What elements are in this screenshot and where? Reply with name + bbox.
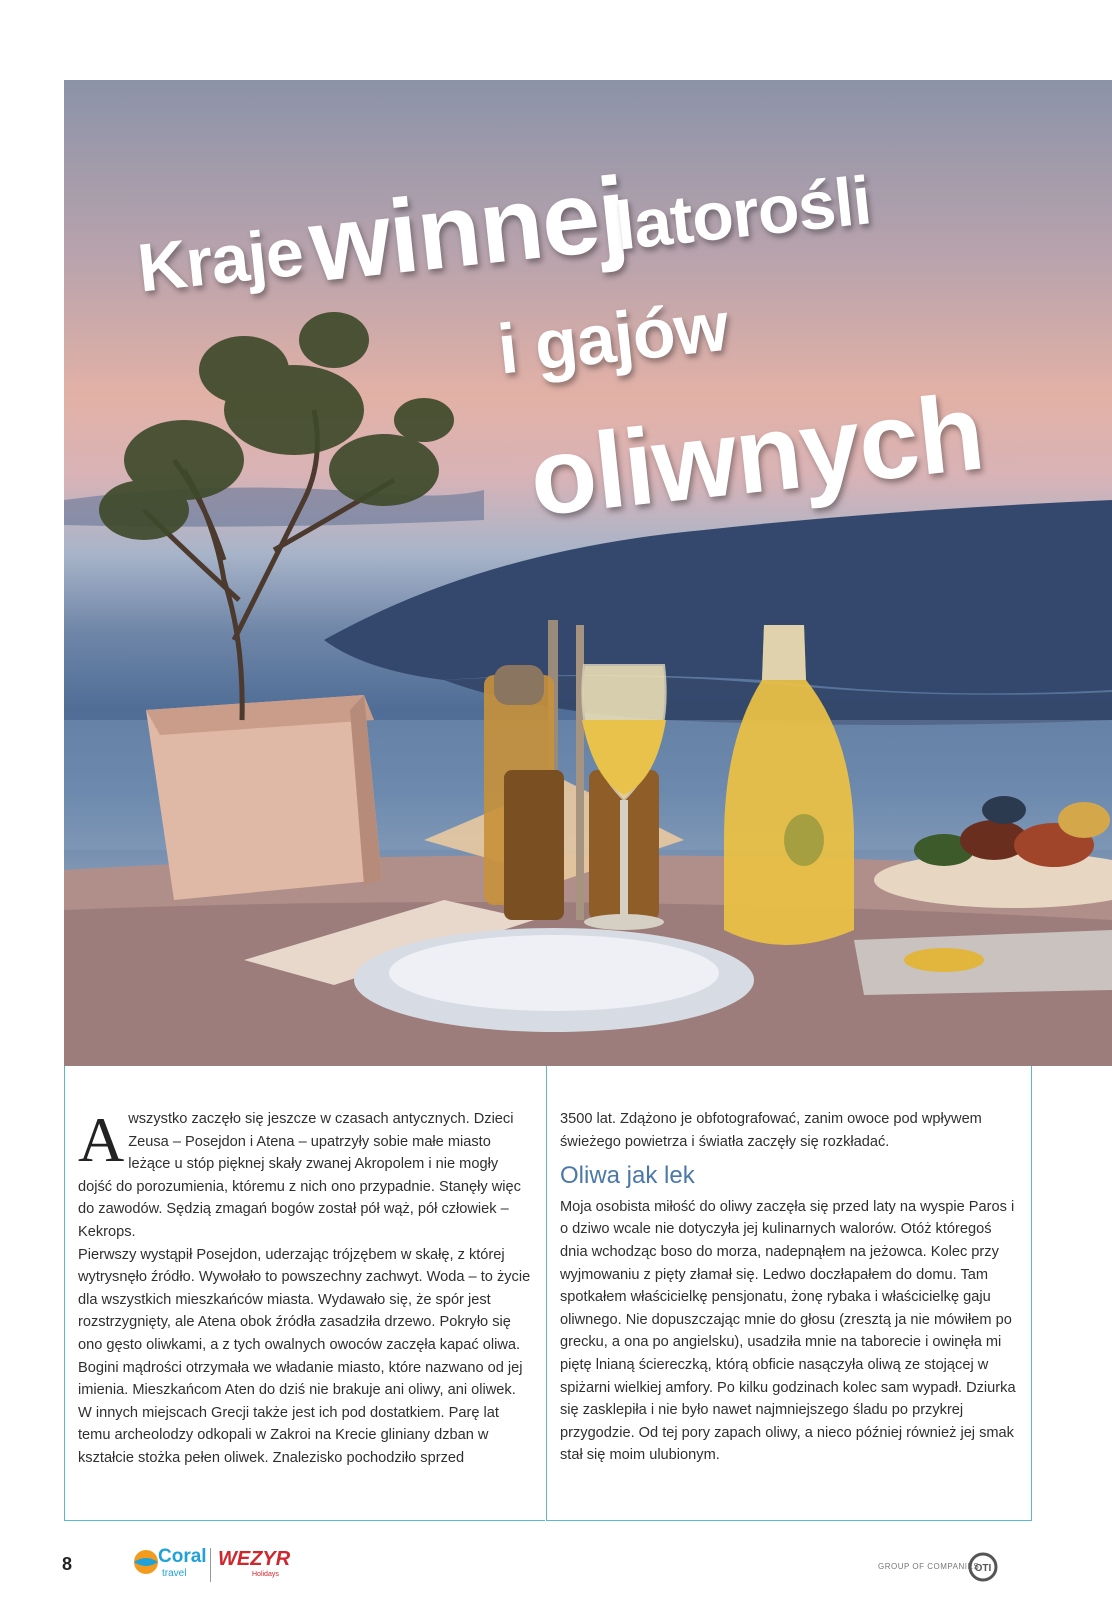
group-of-companies-label: GROUP OF COMPANIES xyxy=(878,1562,980,1571)
wezyr-logo-text: WEZYR xyxy=(218,1548,291,1570)
headline-word-kraje: Kraje xyxy=(134,213,307,307)
headline-word-oliwnych: oliwnych xyxy=(524,370,989,539)
hero-photo xyxy=(64,80,1112,1066)
dropcap: A xyxy=(78,1104,125,1175)
oti-logo-text: OTI xyxy=(974,1563,992,1574)
paragraph-3: W innych miejscach Grecji także jest ich pod dostatkiem. Parę lat temu archeolodzy odkopali w Zakroi na Krecie gliniany dzban w kształcie stożka pełen oliwek. Znalezisko pochodziło sprzed xyxy=(78,1404,499,1466)
paragraph-1: wszystko zaczęło się jeszcze w czasach antycznych. Dzieci Zeusa – Posejdon i Atena – upatrzyły sobie małe miasto leżące u stóp pięknej skały zwanej Akropolem i nie mogły dojść do porozumienia, któremu z nich ono przypadnie. Stanęły więc do zawodów. Sędzią zmagań bogów został pół wąż, pół człowiek – Kekrops. xyxy=(78,1111,521,1240)
logo-divider xyxy=(210,1548,211,1582)
oti-logo-icon xyxy=(968,1552,998,1582)
right-column-text xyxy=(560,1108,1020,1467)
coral-logo-subtext: travel xyxy=(162,1568,187,1579)
wezyr-logo-subtext: Holidays xyxy=(252,1571,279,1578)
intro-paragraph xyxy=(78,1104,534,1244)
left-column-text xyxy=(78,1104,534,1470)
headline-word-i-gajow: i gajów xyxy=(494,286,732,389)
paragraph-continued: 3500 lat. Zdążono je obfotografować, zanim owoce pod wpływem świeżego powietrza i światła zaczęły się rozkładać. xyxy=(560,1111,982,1150)
section-subhead: Oliwa jak lek xyxy=(560,1162,695,1190)
headline-word-latorosli: latorośli xyxy=(612,162,875,265)
paragraph-oliwa: Moja osobista miłość do oliwy zaczęła się przed laty na wyspie Paros i o dziwo wcale nie dotyczyła jej kulinarnych walorów. Otóż któregoś dnia wchodząc boso do morza, nadepnąłem na jeżowca. Kolec przy wyjmowaniu z pięty złamał się. Ledwo doczłapałem do domu. Tam spotkałem właścicielkę pensjonatu, żonę rybaka i właścicielkę gaju oliwnego. Nie dopuszczając mnie do głosu (zresztą ja nie mówiłem po grecku, a ona po angielsku), usadziła mnie na taborecie i owinęła mi piętę lnianą ściereczką, którą obficie nasączyła oliwą ze stojącej w spiżarni wielkiej amfory. Po kilku godzinach kolec sam wypadł. Dziurka się zasklepiła i nie było nawet najmniejszego śladu po przykrej przygodzie. Od tej pory zapach oliwy, a nieco później również jej smak stał się moim ulubionym. xyxy=(560,1198,1016,1464)
paragraph-2: Pierwszy wystąpił Posejdon, uderzając trójzębem w skałę, z której wytrysnęło źródło. Wywołało to powszechny zachwyt. Woda – to życie dla wszystkich mieszkańców miasta. Wydawało się, że spór jest rozstrzygnięty, ale Atena obok źródła zasadziła drzewo. Pokryło się ono gęsto oliwkami, a z tych owalnych owoców zaczęła kapać oliwa. Bogini mądrości otrzymała we władanie miasto, które nazwano od jej imienia. Mieszkańcom Aten do dziś nie brakuje ani oliwy, ani oliwek. xyxy=(78,1246,531,1399)
headline-word-winnej: winnej xyxy=(304,155,633,305)
coral-logo-text: Coral xyxy=(158,1546,207,1567)
page-number: 8 xyxy=(62,1554,73,1574)
headline xyxy=(64,80,1112,600)
